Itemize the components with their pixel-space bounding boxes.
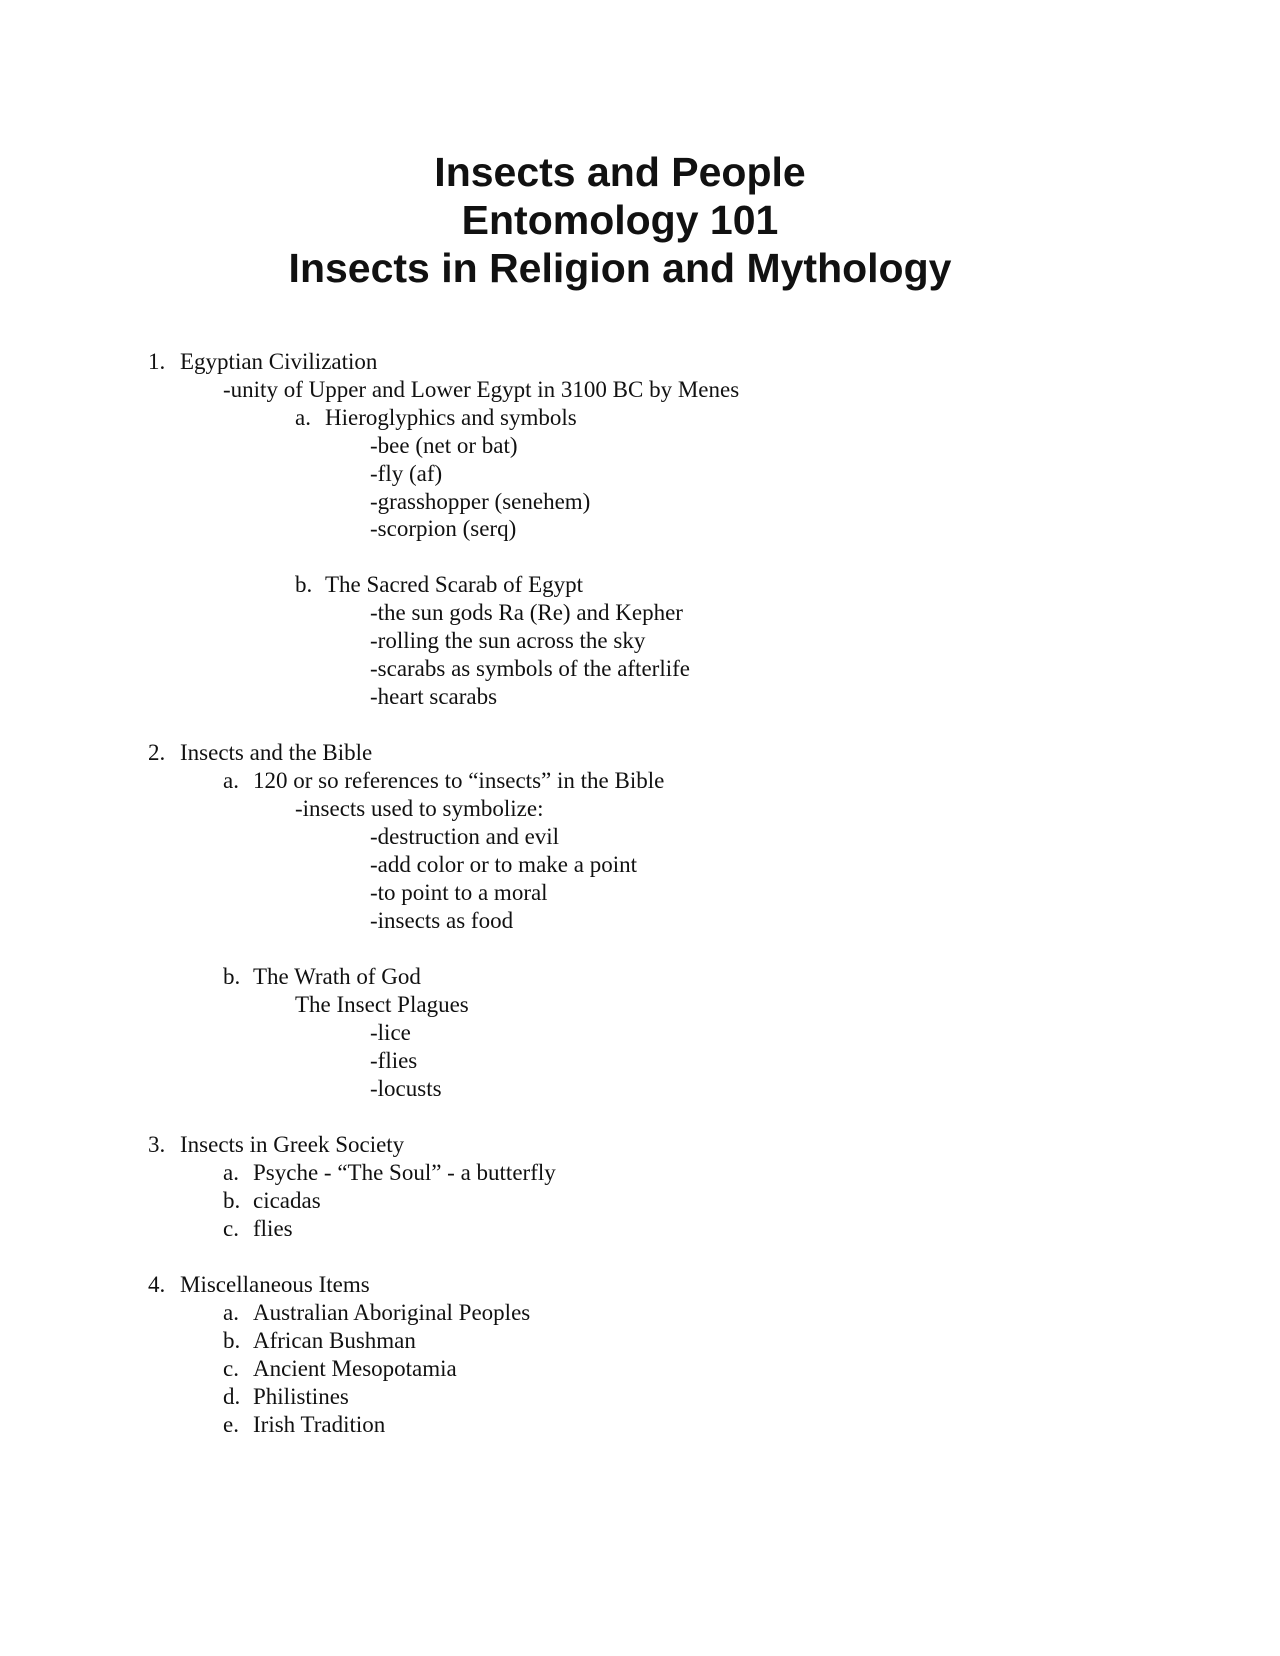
subsection-title: 120 or so references to “insects” in the Bible — [253, 768, 665, 793]
subsection-heading — [223, 963, 421, 991]
section-number: 2. — [148, 740, 166, 765]
item-letter: d. — [223, 1384, 241, 1409]
list-item — [223, 1383, 349, 1411]
title-line-2: Entomology 101 — [461, 197, 779, 243]
section-note: -unity of Upper and Lower Egypt in 3100 BC by Menes — [223, 377, 740, 402]
subsection-letter: a. — [295, 405, 311, 430]
section-title: Miscellaneous Items — [180, 1272, 370, 1297]
list-item — [223, 1187, 321, 1215]
item-text: Ancient Mesopotamia — [253, 1356, 457, 1381]
list-item — [223, 1355, 457, 1383]
subsection-note: The Insect Plagues — [295, 992, 469, 1017]
list-item: -rolling the sun across the sky — [370, 628, 646, 653]
subsection-note: -insects used to symbolize: — [295, 796, 544, 821]
subsection-heading — [295, 404, 577, 432]
item-text: Psyche - “The Soul” - a butterfly — [253, 1160, 556, 1185]
section-number: 1. — [148, 349, 166, 374]
item-text: Philistines — [253, 1384, 349, 1409]
list-item: -heart scarabs — [370, 684, 498, 709]
item-text: Australian Aboriginal Peoples — [253, 1300, 531, 1325]
section-number: 4. — [148, 1272, 166, 1297]
title-line-1: Insects and People — [434, 149, 806, 195]
item-letter: b. — [223, 1328, 241, 1353]
section-title: Egyptian Civilization — [180, 349, 378, 374]
item-letter: a. — [223, 1160, 239, 1185]
list-item — [223, 1327, 416, 1355]
document-title — [0, 148, 1240, 292]
subsection-title: The Sacred Scarab of Egypt — [325, 572, 584, 597]
list-item: -lice — [370, 1020, 411, 1045]
list-item: -insects as food — [370, 908, 514, 933]
list-item: -fly (af) — [370, 461, 443, 486]
section-heading-4 — [148, 1271, 370, 1299]
subsection-heading — [295, 571, 583, 599]
section-heading-3 — [148, 1131, 404, 1159]
list-item — [223, 1411, 385, 1439]
list-item — [223, 1215, 293, 1243]
item-letter: a. — [223, 1300, 239, 1325]
item-letter: b. — [223, 1188, 241, 1213]
section-title: Insects and the Bible — [180, 740, 373, 765]
section-title: Insects in Greek Society — [180, 1132, 405, 1157]
section-heading-2 — [148, 739, 372, 767]
item-text: African Bushman — [253, 1328, 416, 1353]
subsection-title: Hieroglyphics and symbols — [325, 405, 577, 430]
list-item: -the sun gods Ra (Re) and Kepher — [370, 600, 683, 625]
subsection-letter: a. — [223, 768, 239, 793]
list-item: -to point to a moral — [370, 880, 548, 905]
list-item: -add color or to make a point — [370, 852, 637, 877]
subsection-letter: b. — [295, 572, 313, 597]
list-item: -bee (net or bat) — [370, 433, 518, 458]
subsection-heading — [223, 767, 664, 795]
list-item — [223, 1159, 556, 1187]
item-letter: c. — [223, 1216, 239, 1241]
section-number: 3. — [148, 1132, 166, 1157]
list-item: -grasshopper (senehem) — [370, 489, 591, 514]
list-item — [223, 1299, 530, 1327]
item-letter: e. — [223, 1412, 239, 1437]
list-item: -locusts — [370, 1076, 442, 1101]
section-heading-1 — [148, 348, 377, 376]
list-item: -scorpion (serq) — [370, 516, 517, 541]
item-text: Irish Tradition — [253, 1412, 386, 1437]
title-line-3: Insects in Religion and Mythology — [288, 245, 952, 291]
list-item: -scarabs as symbols of the afterlife — [370, 656, 690, 681]
list-item: -destruction and evil — [370, 824, 560, 849]
subsection-title: The Wrath of God — [253, 964, 421, 989]
item-letter: c. — [223, 1356, 239, 1381]
item-text: cicadas — [253, 1188, 321, 1213]
list-item: -flies — [370, 1048, 418, 1073]
subsection-letter: b. — [223, 964, 241, 989]
item-text: flies — [253, 1216, 293, 1241]
